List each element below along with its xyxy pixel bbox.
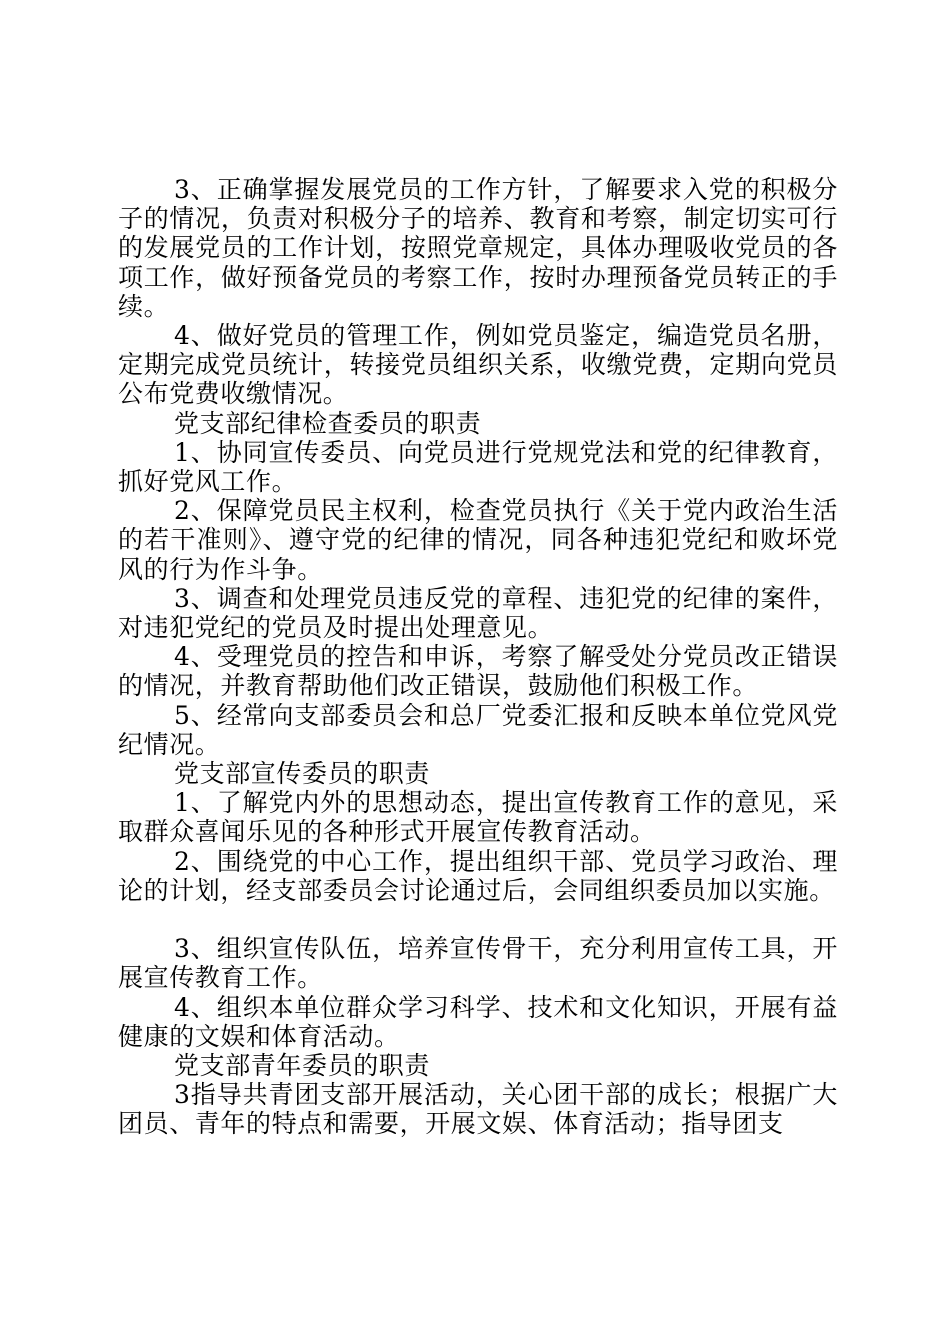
paragraph-org-3: 3、正确掌握发展党员的工作方针，了解要求入党的积极分子的情况，负责对积极分子的培养、教育和考察，制定切实可行的发展党员的工作计划，按照党章规定，具体办理吸收党员的各项工作，做好预备党员的考察工作，按时办理预备党员转正的手续。: [118, 175, 838, 321]
section-heading-youth: 党支部青年委员的职责: [174, 1051, 431, 1081]
paragraph-youth-3: 3指导共青团支部开展活动，关心团干部的成长；根据广大团员、青年的特点和需要，开展文娱、体育活动；指导团支: [118, 1080, 838, 1139]
blank-line: [118, 905, 838, 934]
paragraph-discipline-1: 1、协同宣传委员、向党员进行党规党法和党的纪律教育，抓好党风工作。: [118, 437, 838, 497]
paragraph-org-4: 4、做好党员的管理工作，例如党员鉴定，编造党员名册，定期完成党员统计，转接党员组织关系，收缴党费，定期向党员公布党费收缴情况。: [118, 321, 838, 409]
paragraph-discipline-3: 3、调查和处理党员违反党的章程、违犯党的纪律的案件，对违犯党纪的党员及时提出处理意见。: [118, 583, 838, 643]
section-heading-discipline: 党支部纪律检查委员的职责: [174, 408, 482, 438]
document-body: [118, 175, 838, 1139]
paragraph-discipline-2: 2、保障党员民主权利，检查党员执行《关于党内政治生活的若干准则》、遵守党的纪律的情况，同各种违犯党纪和败坏党风的行为作斗争。: [118, 496, 838, 584]
section-heading-propaganda: 党支部宣传委员的职责: [174, 759, 431, 789]
paragraph-discipline-4: 4、受理党员的控告和申诉，考察了解受处分党员改正错误的情况，并教育帮助他们改正错误，鼓励他们积极工作。: [118, 642, 838, 701]
paragraph-propaganda-2: 2、围绕党的中心工作，提出组织干部、党员学习政治、理论的计划，经支部委员会讨论通过后，会同组织委员加以实施。: [118, 846, 838, 905]
paragraph-propaganda-1: 1、了解党内外的思想动态，提出宣传教育工作的意见，采取群众喜闻乐见的各种形式开展宣传教育活动。: [118, 788, 838, 847]
paragraph-propaganda-4: 4、组织本单位群众学习科学、技术和文化知识，开展有益健康的文娱和体育活动。: [118, 992, 838, 1051]
paragraph-propaganda-3: 3、组织宣传队伍，培养宣传骨干，充分利用宣传工具，开展宣传教育工作。: [118, 934, 838, 993]
paragraph-discipline-5: 5、经常向支部委员会和总厂党委汇报和反映本单位党风党纪情况。: [118, 700, 838, 759]
